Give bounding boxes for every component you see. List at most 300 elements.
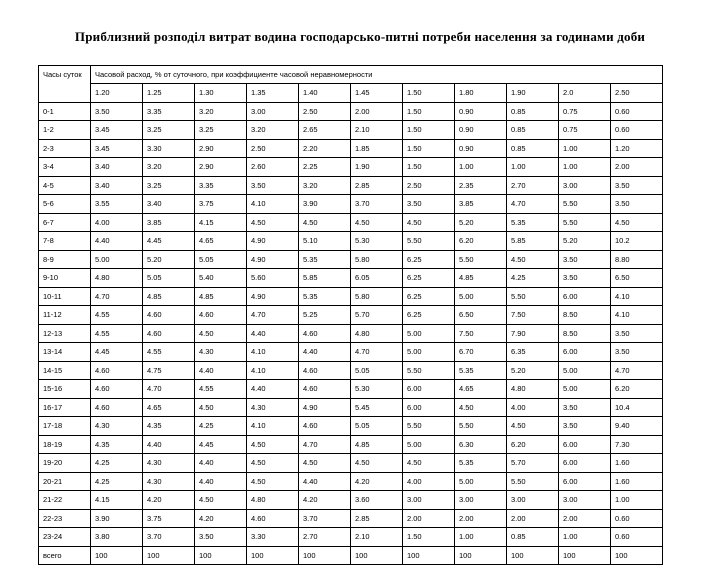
value-cell: 4.45 xyxy=(195,435,247,454)
value-cell: 6.05 xyxy=(351,269,403,288)
value-cell: 2.70 xyxy=(299,528,351,547)
value-cell: 4.25 xyxy=(507,269,559,288)
coefficient-header: 2.0 xyxy=(559,84,611,103)
value-cell: 6.25 xyxy=(403,287,455,306)
value-cell: 0.60 xyxy=(611,509,663,528)
value-cell: 4.60 xyxy=(143,324,195,343)
value-cell: 5.00 xyxy=(91,250,143,269)
value-cell: 3.45 xyxy=(91,139,143,158)
value-cell: 1.20 xyxy=(611,139,663,158)
value-cell: 5.35 xyxy=(455,361,507,380)
value-cell: 2.60 xyxy=(247,158,299,177)
value-cell: 5.85 xyxy=(299,269,351,288)
value-cell: 4.75 xyxy=(143,361,195,380)
value-cell: 3.00 xyxy=(507,491,559,510)
table-row xyxy=(39,158,663,177)
value-cell: 5.20 xyxy=(507,361,559,380)
table-row xyxy=(39,417,663,436)
coefficient-header: 1.25 xyxy=(143,84,195,103)
value-cell: 100 xyxy=(351,546,403,565)
value-cell: 3.40 xyxy=(91,176,143,195)
value-cell: 4.60 xyxy=(247,509,299,528)
value-cell: 100 xyxy=(455,546,507,565)
value-cell: 6.25 xyxy=(403,306,455,325)
value-cell: 5.50 xyxy=(507,287,559,306)
value-cell: 4.60 xyxy=(195,306,247,325)
value-cell: 5.00 xyxy=(403,324,455,343)
value-cell: 5.10 xyxy=(299,232,351,251)
value-cell: 4.10 xyxy=(247,195,299,214)
value-cell: 1.00 xyxy=(455,528,507,547)
value-cell: 5.20 xyxy=(455,213,507,232)
value-cell: 5.00 xyxy=(403,343,455,362)
value-cell: 4.00 xyxy=(91,213,143,232)
value-cell: 3.35 xyxy=(195,176,247,195)
value-cell: 3.90 xyxy=(299,195,351,214)
value-cell: 5.40 xyxy=(195,269,247,288)
value-cell: 3.00 xyxy=(559,176,611,195)
coefficient-header: 1.35 xyxy=(247,84,299,103)
table-row xyxy=(39,509,663,528)
value-cell: 3.70 xyxy=(143,528,195,547)
value-cell: 4.20 xyxy=(299,491,351,510)
value-cell: 3.25 xyxy=(143,176,195,195)
table-row xyxy=(39,195,663,214)
value-cell: 7.50 xyxy=(455,324,507,343)
value-cell: 7.30 xyxy=(611,435,663,454)
value-cell: 4.10 xyxy=(611,287,663,306)
value-cell: 4.30 xyxy=(195,343,247,362)
hour-cell: 13-14 xyxy=(39,343,91,362)
value-cell: 4.70 xyxy=(507,195,559,214)
value-cell: 4.40 xyxy=(195,454,247,473)
table-row xyxy=(39,269,663,288)
value-cell: 5.05 xyxy=(351,417,403,436)
value-cell: 4.20 xyxy=(195,509,247,528)
value-cell: 2.00 xyxy=(351,102,403,121)
hour-cell: 0-1 xyxy=(39,102,91,121)
value-cell: 6.20 xyxy=(611,380,663,399)
value-cell: 100 xyxy=(247,546,299,565)
value-cell: 4.50 xyxy=(299,213,351,232)
value-cell: 1.00 xyxy=(559,528,611,547)
value-cell: 4.20 xyxy=(143,491,195,510)
value-cell: 5.35 xyxy=(507,213,559,232)
value-cell: 5.60 xyxy=(247,269,299,288)
value-cell: 4.50 xyxy=(247,213,299,232)
value-cell: 0.60 xyxy=(611,102,663,121)
value-cell: 4.10 xyxy=(247,417,299,436)
value-cell: 5.25 xyxy=(299,306,351,325)
hour-cell: 17-18 xyxy=(39,417,91,436)
value-cell: 4.65 xyxy=(455,380,507,399)
value-cell: 2.50 xyxy=(403,176,455,195)
value-cell: 4.00 xyxy=(403,472,455,491)
value-cell: 5.45 xyxy=(351,398,403,417)
value-cell: 1.00 xyxy=(611,491,663,510)
value-cell: 5.85 xyxy=(507,232,559,251)
coefficient-header: 1.20 xyxy=(91,84,143,103)
value-cell: 4.60 xyxy=(91,380,143,399)
value-cell: 5.70 xyxy=(507,454,559,473)
value-cell: 7.50 xyxy=(507,306,559,325)
value-cell: 3.40 xyxy=(91,158,143,177)
value-cell: 100 xyxy=(507,546,559,565)
value-cell: 2.20 xyxy=(299,139,351,158)
value-cell: 1.60 xyxy=(611,454,663,473)
value-cell: 4.90 xyxy=(247,232,299,251)
table-row xyxy=(39,250,663,269)
value-cell: 4.80 xyxy=(247,491,299,510)
coefficient-header: 1.90 xyxy=(507,84,559,103)
table-row xyxy=(39,306,663,325)
value-cell: 4.70 xyxy=(143,380,195,399)
value-cell: 4.50 xyxy=(611,213,663,232)
value-cell: 3.30 xyxy=(143,139,195,158)
value-cell: 4.85 xyxy=(351,435,403,454)
value-cell: 3.25 xyxy=(195,121,247,140)
value-cell: 4.85 xyxy=(195,287,247,306)
value-cell: 4.50 xyxy=(507,250,559,269)
value-cell: 2.00 xyxy=(611,158,663,177)
value-cell: 0.75 xyxy=(559,121,611,140)
table-row xyxy=(39,398,663,417)
value-cell: 9.40 xyxy=(611,417,663,436)
value-cell: 4.55 xyxy=(195,380,247,399)
value-cell: 3.50 xyxy=(611,176,663,195)
value-cell: 2.90 xyxy=(195,158,247,177)
value-cell: 100 xyxy=(559,546,611,565)
value-cell: 4.10 xyxy=(247,343,299,362)
value-cell: 6.00 xyxy=(403,380,455,399)
hour-cell: 7-8 xyxy=(39,232,91,251)
value-cell: 100 xyxy=(403,546,455,565)
value-cell: 5.50 xyxy=(455,417,507,436)
value-cell: 1.00 xyxy=(455,158,507,177)
value-cell: 3.90 xyxy=(91,509,143,528)
value-cell: 4.25 xyxy=(91,472,143,491)
value-cell: 6.00 xyxy=(403,398,455,417)
value-cell: 4.50 xyxy=(247,454,299,473)
value-cell: 4.30 xyxy=(143,472,195,491)
value-cell: 5.00 xyxy=(455,287,507,306)
hour-cell: всего xyxy=(39,546,91,565)
table-row xyxy=(39,528,663,547)
value-cell: 6.25 xyxy=(403,269,455,288)
value-cell: 3.50 xyxy=(91,102,143,121)
value-cell: 4.70 xyxy=(247,306,299,325)
value-cell: 3.50 xyxy=(403,195,455,214)
hour-cell: 1-2 xyxy=(39,121,91,140)
coefficient-header: 2.50 xyxy=(611,84,663,103)
value-cell: 3.50 xyxy=(611,195,663,214)
value-cell: 3.00 xyxy=(403,491,455,510)
value-cell: 4.20 xyxy=(351,472,403,491)
value-cell: 0.90 xyxy=(455,139,507,158)
value-cell: 4.80 xyxy=(91,269,143,288)
value-cell: 2.00 xyxy=(559,509,611,528)
value-cell: 5.35 xyxy=(299,250,351,269)
value-cell: 5.50 xyxy=(403,417,455,436)
table-body xyxy=(39,66,663,565)
value-cell: 1.00 xyxy=(559,139,611,158)
value-cell: 3.60 xyxy=(351,491,403,510)
table-row xyxy=(39,343,663,362)
value-cell: 3.75 xyxy=(195,195,247,214)
hour-cell: 15-16 xyxy=(39,380,91,399)
value-cell: 2.65 xyxy=(299,121,351,140)
table-row xyxy=(39,435,663,454)
table-row xyxy=(39,121,663,140)
value-cell: 4.80 xyxy=(507,380,559,399)
value-cell: 5.80 xyxy=(351,250,403,269)
value-cell: 4.90 xyxy=(247,250,299,269)
value-cell: 4.40 xyxy=(195,472,247,491)
value-cell: 4.40 xyxy=(143,435,195,454)
value-cell: 6.20 xyxy=(507,435,559,454)
value-cell: 3.50 xyxy=(611,324,663,343)
value-cell: 4.50 xyxy=(195,398,247,417)
value-cell: 4.25 xyxy=(91,454,143,473)
coefficient-header: 1.45 xyxy=(351,84,403,103)
value-cell: 3.50 xyxy=(559,250,611,269)
value-cell: 5.50 xyxy=(403,232,455,251)
value-cell: 4.15 xyxy=(195,213,247,232)
value-cell: 4.50 xyxy=(195,324,247,343)
value-cell: 3.20 xyxy=(143,158,195,177)
value-cell: 4.70 xyxy=(611,361,663,380)
value-cell: 6.00 xyxy=(559,472,611,491)
value-cell: 4.65 xyxy=(143,398,195,417)
table-row xyxy=(39,139,663,158)
value-cell: 0.75 xyxy=(559,102,611,121)
value-cell: 1.00 xyxy=(559,158,611,177)
table-row xyxy=(39,454,663,473)
value-cell: 6.50 xyxy=(455,306,507,325)
value-cell: 100 xyxy=(91,546,143,565)
value-cell: 4.15 xyxy=(91,491,143,510)
value-cell: 2.70 xyxy=(507,176,559,195)
value-cell: 3.35 xyxy=(143,102,195,121)
value-cell: 5.20 xyxy=(559,232,611,251)
table-row xyxy=(39,102,663,121)
value-cell: 2.35 xyxy=(455,176,507,195)
value-cell: 6.35 xyxy=(507,343,559,362)
value-cell: 8.80 xyxy=(611,250,663,269)
value-cell: 3.85 xyxy=(455,195,507,214)
value-cell: 4.45 xyxy=(91,343,143,362)
coefficient-header: 1.30 xyxy=(195,84,247,103)
value-cell: 1.50 xyxy=(403,102,455,121)
value-cell: 5.05 xyxy=(195,250,247,269)
table-row xyxy=(39,361,663,380)
table-row xyxy=(39,491,663,510)
value-cell: 4.55 xyxy=(143,343,195,362)
table-row xyxy=(39,546,663,565)
value-cell: 3.70 xyxy=(351,195,403,214)
value-cell: 6.00 xyxy=(559,454,611,473)
coefficient-header: 1.40 xyxy=(299,84,351,103)
value-cell: 3.00 xyxy=(559,491,611,510)
value-cell: 5.00 xyxy=(455,472,507,491)
value-cell: 3.30 xyxy=(247,528,299,547)
hour-cell: 19-20 xyxy=(39,454,91,473)
value-cell: 5.50 xyxy=(559,213,611,232)
value-cell: 4.65 xyxy=(195,232,247,251)
value-cell: 6.50 xyxy=(611,269,663,288)
value-cell: 4.40 xyxy=(195,361,247,380)
value-cell: 4.50 xyxy=(455,398,507,417)
value-cell: 4.70 xyxy=(91,287,143,306)
value-cell: 3.45 xyxy=(91,121,143,140)
hour-cell: 9-10 xyxy=(39,269,91,288)
value-cell: 2.90 xyxy=(195,139,247,158)
value-cell: 2.00 xyxy=(455,509,507,528)
value-cell: 6.00 xyxy=(559,343,611,362)
value-cell: 4.60 xyxy=(91,398,143,417)
hour-cell: 5-6 xyxy=(39,195,91,214)
value-cell: 1.50 xyxy=(403,528,455,547)
value-cell: 4.55 xyxy=(91,306,143,325)
hour-cell: 4-5 xyxy=(39,176,91,195)
value-cell: 5.50 xyxy=(403,361,455,380)
value-cell: 3.50 xyxy=(559,398,611,417)
value-cell: 3.50 xyxy=(247,176,299,195)
coefficient-header: 1.80 xyxy=(455,84,507,103)
value-cell: 4.60 xyxy=(299,361,351,380)
value-cell: 1.50 xyxy=(403,121,455,140)
hour-cell: 20-21 xyxy=(39,472,91,491)
value-cell: 5.00 xyxy=(559,380,611,399)
value-cell: 6.20 xyxy=(455,232,507,251)
value-cell: 4.45 xyxy=(143,232,195,251)
value-cell: 0.60 xyxy=(611,121,663,140)
value-cell: 5.00 xyxy=(559,361,611,380)
value-cell: 3.20 xyxy=(247,121,299,140)
value-cell: 5.50 xyxy=(507,472,559,491)
value-cell: 4.40 xyxy=(299,343,351,362)
consumption-caption: Часовой расход, % от суточного, при коэффициенте часовой неравномерности xyxy=(91,66,663,84)
value-cell: 1.00 xyxy=(507,158,559,177)
value-cell: 4.35 xyxy=(91,435,143,454)
value-cell: 5.50 xyxy=(559,195,611,214)
value-cell: 0.90 xyxy=(455,121,507,140)
value-cell: 100 xyxy=(143,546,195,565)
value-cell: 1.85 xyxy=(351,139,403,158)
value-cell: 3.50 xyxy=(559,269,611,288)
value-cell: 3.50 xyxy=(559,417,611,436)
value-cell: 3.25 xyxy=(143,121,195,140)
value-cell: 0.60 xyxy=(611,528,663,547)
hour-cell: 14-15 xyxy=(39,361,91,380)
value-cell: 4.50 xyxy=(507,417,559,436)
value-cell: 5.70 xyxy=(351,306,403,325)
value-cell: 4.50 xyxy=(403,213,455,232)
value-cell: 4.10 xyxy=(247,361,299,380)
value-cell: 4.50 xyxy=(403,454,455,473)
value-cell: 4.50 xyxy=(351,454,403,473)
hour-cell: 16-17 xyxy=(39,398,91,417)
value-cell: 3.00 xyxy=(455,491,507,510)
value-cell: 3.40 xyxy=(143,195,195,214)
value-cell: 4.40 xyxy=(247,324,299,343)
value-cell: 5.20 xyxy=(143,250,195,269)
value-cell: 4.70 xyxy=(299,435,351,454)
value-cell: 4.85 xyxy=(143,287,195,306)
value-cell: 5.30 xyxy=(351,232,403,251)
value-cell: 4.30 xyxy=(143,454,195,473)
table-row xyxy=(39,380,663,399)
value-cell: 4.00 xyxy=(507,398,559,417)
value-cell: 4.40 xyxy=(247,380,299,399)
value-cell: 100 xyxy=(611,546,663,565)
value-cell: 6.70 xyxy=(455,343,507,362)
value-cell: 4.30 xyxy=(91,417,143,436)
value-cell: 2.10 xyxy=(351,121,403,140)
value-cell: 2.85 xyxy=(351,176,403,195)
value-cell: 0.85 xyxy=(507,139,559,158)
value-cell: 3.20 xyxy=(299,176,351,195)
value-cell: 6.25 xyxy=(403,250,455,269)
value-cell: 4.25 xyxy=(195,417,247,436)
value-cell: 5.80 xyxy=(351,287,403,306)
hour-cell: 23-24 xyxy=(39,528,91,547)
value-cell: 4.50 xyxy=(195,491,247,510)
value-cell: 8.50 xyxy=(559,306,611,325)
value-cell: 1.50 xyxy=(403,158,455,177)
value-cell: 7.90 xyxy=(507,324,559,343)
value-cell: 4.90 xyxy=(247,287,299,306)
hour-cell: 6-7 xyxy=(39,213,91,232)
value-cell: 2.00 xyxy=(403,509,455,528)
value-cell: 4.70 xyxy=(351,343,403,362)
value-cell: 5.35 xyxy=(299,287,351,306)
value-cell: 3.55 xyxy=(91,195,143,214)
value-cell: 0.90 xyxy=(455,102,507,121)
hour-cell: 12-13 xyxy=(39,324,91,343)
value-cell: 6.30 xyxy=(455,435,507,454)
value-cell: 4.60 xyxy=(143,306,195,325)
value-cell: 2.50 xyxy=(247,139,299,158)
value-cell: 6.00 xyxy=(559,287,611,306)
value-cell: 4.40 xyxy=(91,232,143,251)
hour-cell: 3-4 xyxy=(39,158,91,177)
value-cell: 5.05 xyxy=(143,269,195,288)
water-distribution-table xyxy=(38,65,663,565)
value-cell: 4.60 xyxy=(299,324,351,343)
table-row xyxy=(39,176,663,195)
value-cell: 3.75 xyxy=(143,509,195,528)
value-cell: 4.35 xyxy=(143,417,195,436)
value-cell: 0.85 xyxy=(507,102,559,121)
value-cell: 100 xyxy=(195,546,247,565)
hour-cell: 22-23 xyxy=(39,509,91,528)
value-cell: 5.35 xyxy=(455,454,507,473)
value-cell: 4.85 xyxy=(455,269,507,288)
value-cell: 4.80 xyxy=(351,324,403,343)
value-cell: 4.60 xyxy=(299,380,351,399)
value-cell: 4.30 xyxy=(247,398,299,417)
value-cell: 1.60 xyxy=(611,472,663,491)
value-cell: 6.00 xyxy=(559,435,611,454)
hour-cell: 8-9 xyxy=(39,250,91,269)
value-cell: 2.10 xyxy=(351,528,403,547)
value-cell: 4.90 xyxy=(299,398,351,417)
header-row-caption xyxy=(39,66,663,84)
value-cell: 8.50 xyxy=(559,324,611,343)
value-cell: 1.90 xyxy=(351,158,403,177)
table-row xyxy=(39,324,663,343)
